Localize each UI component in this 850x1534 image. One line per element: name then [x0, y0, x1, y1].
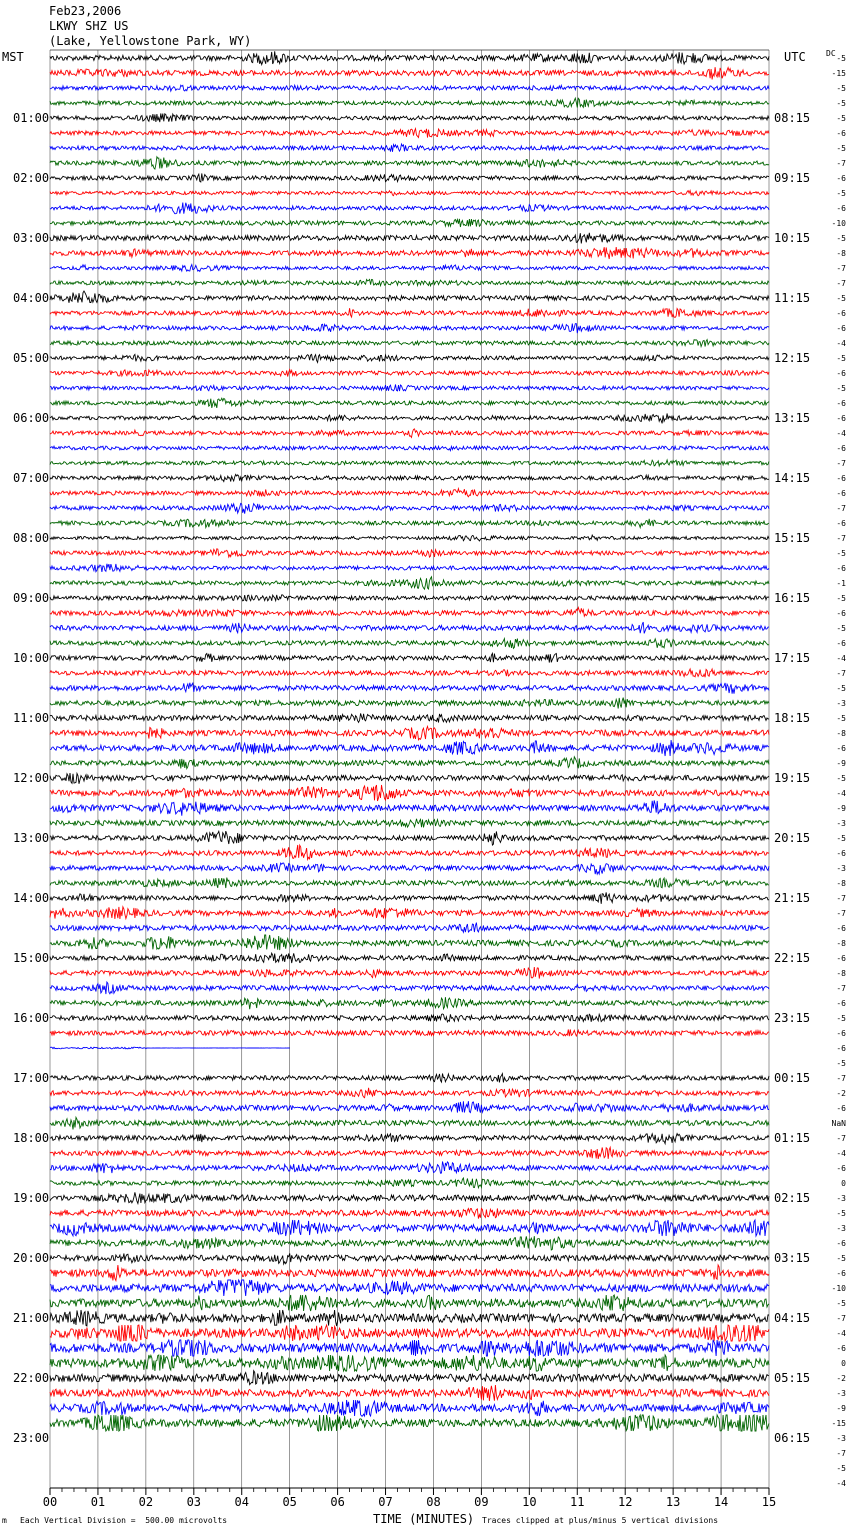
dc-offset-label: -5 [836, 1299, 846, 1308]
right-time-label: 17:15 [774, 651, 811, 665]
right-time-label: 02:15 [774, 1191, 811, 1205]
dc-offset-label: -6 [836, 174, 846, 183]
dc-offset-label: -6 [836, 324, 846, 333]
dc-offset-label: -8 [836, 879, 846, 888]
dc-offset-label: -7 [836, 159, 846, 168]
dc-offset-label: -7 [836, 669, 846, 678]
left-time-label: 14:00 [13, 891, 50, 905]
seismic-trace [50, 129, 769, 138]
right-time-label: 14:15 [774, 471, 811, 485]
seismic-trace [50, 819, 769, 828]
seismic-trace [50, 98, 769, 107]
x-tick-label: 11 [570, 1495, 585, 1509]
dc-offset-label: -5 [836, 774, 846, 783]
seismic-trace [50, 460, 769, 466]
dc-offset-label: -2 [836, 1374, 846, 1383]
seismic-trace [50, 1014, 769, 1022]
dc-offset-label: -7 [836, 1449, 846, 1458]
seismic-trace [50, 503, 769, 513]
dc-offset-label: -6 [836, 129, 846, 138]
seismic-trace [50, 577, 769, 589]
right-time-label: 01:15 [774, 1131, 811, 1145]
left-time-label: 23:00 [13, 1431, 50, 1445]
seismic-trace [50, 1400, 769, 1416]
seismic-trace [50, 446, 769, 451]
dc-offset-label: -5 [836, 114, 846, 123]
x-tick-label: 01 [90, 1495, 106, 1509]
seismic-trace [50, 1147, 769, 1159]
dc-offset-label: -5 [836, 1209, 846, 1218]
seismic-trace [50, 831, 769, 845]
dc-offset-label: -8 [836, 939, 846, 948]
dc-offset-label: -7 [836, 279, 846, 288]
seismic-trace [50, 1325, 769, 1341]
seismic-trace [50, 1295, 769, 1311]
dc-offset-label: -3 [836, 1194, 846, 1203]
dc-offset-label: -6 [836, 399, 846, 408]
dc-offset-label: -8 [836, 249, 846, 258]
seismic-trace [50, 1134, 769, 1144]
right-time-label: 15:15 [774, 531, 811, 545]
seismic-trace [50, 489, 769, 497]
seismic-trace [50, 997, 769, 1009]
dc-offset-label: -4 [836, 1329, 846, 1338]
seismic-trace [50, 1385, 769, 1401]
dc-offset-label: -5 [836, 1464, 846, 1473]
dc-offset-label: -6 [836, 1104, 846, 1113]
seismic-trace [50, 1253, 769, 1264]
left-time-label: 06:00 [13, 411, 50, 425]
dc-offset-label: -6 [836, 414, 846, 423]
left-time-label: 09:00 [13, 591, 50, 605]
dc-offset-label: -6 [836, 1344, 846, 1353]
seismic-trace [50, 1101, 769, 1112]
seismic-traces [50, 51, 769, 1431]
dc-offset-label: -5 [836, 189, 846, 198]
station-code: LKWY SHZ US [49, 19, 129, 33]
seismic-trace [50, 429, 769, 438]
dc-offset-label: -6 [836, 474, 846, 483]
seismic-trace [50, 67, 769, 79]
x-tick-label: 14 [713, 1495, 729, 1509]
right-time-label: 06:15 [774, 1431, 811, 1445]
x-tick-label: 10 [522, 1495, 537, 1509]
left-time-label: 02:00 [13, 171, 50, 185]
dc-label: DC [826, 49, 836, 58]
seismic-trace [50, 863, 769, 874]
dc-offset-label: -6 [836, 744, 846, 753]
dc-offset-label: -4 [836, 1479, 846, 1488]
seismic-trace [50, 1074, 769, 1083]
dc-offset-label: -6 [836, 489, 846, 498]
right-time-label: 11:15 [774, 291, 811, 305]
dc-offset-label: -5 [836, 234, 846, 243]
dc-offset-label: -15 [831, 69, 846, 78]
dc-offset-label: -5 [836, 684, 846, 693]
right-time-label: 05:15 [774, 1371, 811, 1385]
right-time-label: 10:15 [774, 231, 811, 245]
x-tick-label: 00 [42, 1495, 58, 1509]
dc-offset-label: -5 [836, 294, 846, 303]
dc-offset-label: -6 [836, 1044, 846, 1053]
left-time-label: 07:00 [13, 471, 50, 485]
dc-offset-label: -5 [836, 714, 846, 723]
left-time-label: 22:00 [13, 1371, 50, 1385]
right-time-label: 22:15 [774, 951, 811, 965]
dc-offset-label: -7 [836, 909, 846, 918]
corner-mark: m [2, 1516, 7, 1525]
dc-offset-label: -7 [836, 1134, 846, 1143]
x-tick-label: 13 [665, 1495, 681, 1509]
clip-note: Traces clipped at plus/minus 5 vertical divisions [482, 1516, 719, 1525]
seismic-trace [50, 669, 769, 677]
x-tick-label: 15 [761, 1495, 777, 1509]
right-time-label: 09:15 [774, 171, 811, 185]
right-time-label: 19:15 [774, 771, 811, 785]
dc-offset-label: -10 [831, 219, 846, 228]
dc-offset-label: -7 [836, 1314, 846, 1323]
nan-label: NaN [831, 1119, 846, 1128]
dc-offset-label: -5 [836, 594, 846, 603]
seismic-trace [50, 203, 769, 214]
left-time-label: 05:00 [13, 351, 50, 365]
right-time-label: 16:15 [774, 591, 811, 605]
dc-offset-label: -6 [836, 1239, 846, 1248]
dc-offset-label: -7 [836, 504, 846, 513]
dc-offset-label: -15 [831, 1419, 846, 1428]
dc-offset-label: -6 [836, 519, 846, 528]
left-time-label: 03:00 [13, 231, 50, 245]
dc-offset-label: -5 [836, 84, 846, 93]
dc-offset-label: -3 [836, 819, 846, 828]
dc-offset-label: -9 [836, 759, 846, 768]
seismic-trace [50, 845, 769, 860]
dc-offset-label: -4 [836, 654, 846, 663]
left-time-label: 11:00 [13, 711, 50, 725]
x-tick-label: 05 [282, 1495, 297, 1509]
dc-offset-label: -6 [836, 1029, 846, 1038]
dc-offset-label: -5 [836, 99, 846, 108]
seismic-trace [50, 740, 769, 756]
dc-offset-label: -3 [836, 1434, 846, 1443]
seismic-trace [50, 1340, 769, 1356]
seismic-trace [50, 907, 769, 919]
seismic-trace [50, 1047, 290, 1049]
dc-offset-label: -5 [836, 354, 846, 363]
seismic-trace [50, 191, 769, 196]
dc-offset-label: -8 [836, 969, 846, 978]
seismic-trace [50, 639, 769, 649]
seismic-trace [50, 1178, 769, 1188]
seismic-trace [50, 757, 769, 769]
seismic-trace [50, 535, 769, 541]
seismic-trace [50, 157, 769, 169]
dc-offset-label: -4 [836, 339, 846, 348]
station-location: (Lake, Yellowstone Park, WY) [49, 34, 252, 48]
chart-date: Feb23,2006 [49, 4, 122, 18]
seismic-trace [50, 279, 769, 285]
dc-offset-label: -5 [836, 144, 846, 153]
dc-offset-label: -6 [836, 1164, 846, 1173]
dc-offset-label: -5 [836, 54, 846, 63]
seismic-trace [50, 935, 769, 950]
dc-offset-label: -6 [836, 369, 846, 378]
left-time-label: 12:00 [13, 771, 50, 785]
seismic-trace [50, 1355, 769, 1371]
seismic-trace [50, 385, 769, 392]
time-axis [43, 1488, 776, 1509]
seismic-trace [50, 785, 769, 801]
dc-offset-label: -1 [836, 579, 846, 588]
dc-offset-label: -6 [836, 639, 846, 648]
seismic-trace [50, 354, 769, 362]
seismic-trace [50, 953, 769, 963]
seismic-trace [50, 683, 769, 694]
dc-offset-label: -5 [836, 1254, 846, 1263]
dc-offset-label: -3 [836, 1224, 846, 1233]
right-time-label: 23:15 [774, 1011, 811, 1025]
left-time-label: 16:00 [13, 1011, 50, 1025]
seismic-trace [50, 1310, 769, 1326]
seismic-trace [50, 773, 769, 784]
x-tick-label: 07 [378, 1495, 393, 1509]
seismic-trace [50, 1280, 769, 1296]
dc-offset-label: -5 [836, 1014, 846, 1023]
dc-offset-label: -4 [836, 1149, 846, 1158]
right-time-label: 03:15 [774, 1251, 811, 1265]
seismic-trace [50, 1162, 769, 1174]
seismic-trace [50, 51, 769, 64]
seismic-trace [50, 1088, 769, 1098]
seismic-trace [50, 519, 769, 528]
seismic-trace [50, 291, 769, 303]
dc-offset-label: -6 [836, 309, 846, 318]
left-time-zone: MST [2, 50, 24, 64]
dc-offset-label: -7 [836, 459, 846, 468]
dc-offset-label: -6 [836, 999, 846, 1008]
seismic-trace [50, 564, 769, 572]
dc-offset-label: -10 [831, 1284, 846, 1293]
seismic-trace [50, 923, 769, 933]
seismic-trace [50, 653, 769, 662]
dc-offset-label: -9 [836, 1404, 846, 1413]
x-tick-label: 03 [186, 1495, 202, 1509]
dc-offset-label: -2 [836, 1089, 846, 1098]
x-tick-label: 08 [426, 1495, 441, 1509]
dc-offset-label: -5 [836, 1059, 846, 1068]
seismic-trace [50, 113, 769, 122]
dc-offset-label: 0 [841, 1179, 846, 1188]
seismic-trace [50, 324, 769, 334]
x-tick-label: 09 [474, 1495, 489, 1509]
seismic-trace [50, 474, 769, 481]
seismic-trace [50, 370, 769, 377]
seismic-trace [50, 308, 769, 317]
dc-offset-label: -7 [836, 1074, 846, 1083]
dc-offset-label: -6 [836, 564, 846, 573]
dc-offset-label: 0 [841, 1359, 846, 1368]
x-tick-label: 06 [330, 1495, 345, 1509]
seismic-trace [50, 878, 769, 888]
right-time-label: 13:15 [774, 411, 811, 425]
x-axis-title: TIME (MINUTES) [373, 1512, 475, 1526]
seismic-trace [50, 982, 769, 994]
seismic-trace [50, 1192, 769, 1203]
seismic-trace [50, 340, 769, 347]
seismic-trace [50, 247, 769, 259]
seismic-trace [50, 1265, 769, 1281]
dc-offset-label: -6 [836, 204, 846, 213]
dc-offset-label: -7 [836, 264, 846, 273]
seismic-trace [50, 1371, 769, 1385]
right-time-label: 21:15 [774, 891, 811, 905]
seismic-trace [50, 800, 769, 815]
dc-offset-label: -7 [836, 984, 846, 993]
dc-offset-label: -3 [836, 699, 846, 708]
left-time-label: 21:00 [13, 1311, 50, 1325]
seismic-trace [50, 967, 769, 979]
dc-offset-label: -3 [836, 864, 846, 873]
dc-offset-label: -5 [836, 384, 846, 393]
seismic-trace [50, 1415, 769, 1431]
dc-offset-label: -5 [836, 624, 846, 633]
seismic-trace [50, 1208, 769, 1218]
seismic-trace [50, 219, 769, 227]
scale-note: Each Vertical Division = 500.00 microvolts [20, 1516, 228, 1525]
left-time-label: 18:00 [13, 1131, 50, 1145]
seismic-trace [50, 85, 769, 91]
seismic-trace [50, 414, 769, 424]
left-time-label: 17:00 [13, 1071, 50, 1085]
seismic-trace [50, 144, 769, 152]
seismic-trace [50, 549, 769, 557]
right-time-label: 08:15 [774, 111, 811, 125]
left-time-label: 13:00 [13, 831, 50, 845]
dc-offset-label: -6 [836, 849, 846, 858]
seismic-trace [50, 1220, 769, 1236]
seismic-trace [50, 698, 769, 709]
right-time-label: 20:15 [774, 831, 811, 845]
dc-offset-label: -4 [836, 429, 846, 438]
dc-offset-label: -8 [836, 729, 846, 738]
right-time-label: 18:15 [774, 711, 811, 725]
x-tick-label: 04 [234, 1495, 249, 1509]
right-time-label: 12:15 [774, 351, 811, 365]
left-time-label: 19:00 [13, 1191, 50, 1205]
seismic-trace [50, 1117, 769, 1129]
seismic-trace [50, 1029, 769, 1036]
dc-offset-label: -5 [836, 549, 846, 558]
right-time-label: 04:15 [774, 1311, 811, 1325]
dc-offset-label: -4 [836, 789, 846, 798]
left-time-label: 01:00 [13, 111, 50, 125]
left-time-label: 15:00 [13, 951, 50, 965]
dc-offset-label: -7 [836, 534, 846, 543]
seismic-trace [50, 622, 769, 633]
seismic-trace [50, 608, 769, 617]
seismic-trace [50, 398, 769, 408]
seismic-trace [50, 892, 769, 903]
dc-offset-label: -6 [836, 924, 846, 933]
dc-offset-label: -6 [836, 609, 846, 618]
seismic-trace [50, 233, 769, 244]
x-tick-label: 02 [138, 1495, 154, 1509]
seismic-trace [50, 595, 769, 601]
dc-offset-label: -6 [836, 954, 846, 963]
dc-offset-label: -6 [836, 1269, 846, 1278]
seismic-trace [50, 726, 769, 739]
seismic-trace [50, 713, 769, 722]
seismic-trace [50, 1236, 769, 1250]
seismic-trace [50, 265, 769, 272]
left-time-label: 10:00 [13, 651, 50, 665]
left-time-label: 08:00 [13, 531, 50, 545]
left-time-label: 04:00 [13, 291, 50, 305]
dc-offset-label: -9 [836, 804, 846, 813]
dc-offset-label: -7 [836, 894, 846, 903]
dc-offset-label: -5 [836, 834, 846, 843]
right-time-label: 00:15 [774, 1071, 811, 1085]
x-tick-label: 12 [617, 1495, 633, 1509]
dc-offset-label: -6 [836, 444, 846, 453]
seismic-trace [50, 173, 769, 182]
left-time-label: 20:00 [13, 1251, 50, 1265]
right-time-zone: UTC [784, 50, 806, 64]
dc-offset-label: -3 [836, 1389, 846, 1398]
